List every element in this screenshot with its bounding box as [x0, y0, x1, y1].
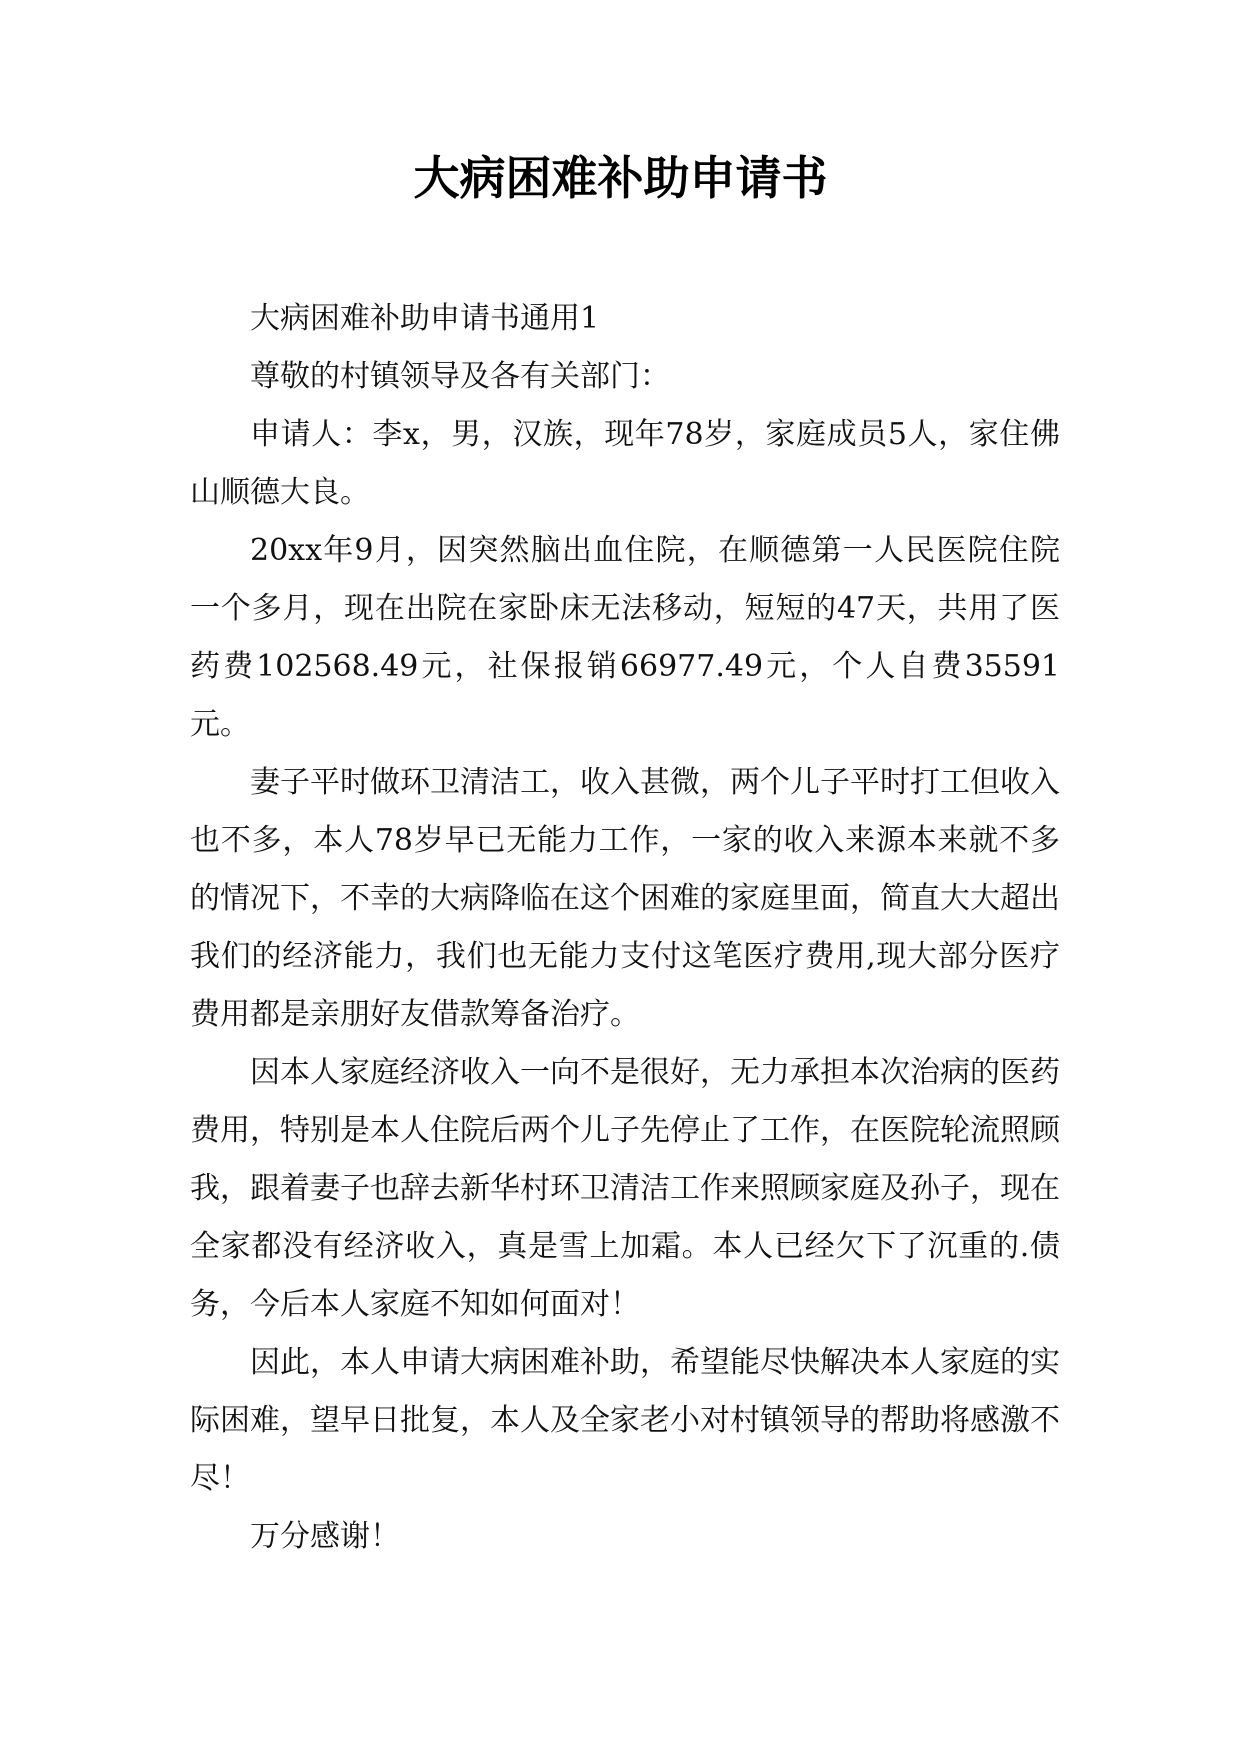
- document-title: 大病困难补助申请书: [413, 151, 828, 205]
- paragraph-salutation: 尊敬的村镇领导及各有关部门：: [250, 359, 670, 394]
- document-body: [190, 290, 1060, 1566]
- paragraph-subtitle: 大病困难补助申请书通用1: [250, 301, 600, 336]
- paragraph-thanks: 万分感谢！: [250, 1519, 400, 1554]
- paragraph-request: 因此，本人申请大病困难补助，希望能尽快解决本人家庭的实际困难，望早日批复，本人及全家老小对村镇领导的帮助将感激不尽！: [190, 1345, 1060, 1496]
- paragraph-family-income: 妻子平时做环卫清洁工，收入甚微，两个儿子平时打工但收入也不多，本人78岁早已无能力工作，一家的收入来源本来就不多的情况下，不幸的大病降临在这个困难的家庭里面，简直大大超出我们的经济能力，我们也无能力支付这笔医疗费用,现大部分医疗费用都是亲朋好友借款筹备治疗。: [190, 765, 1060, 1032]
- paragraph-illness: 20xx年9月，因突然脑出血住院，在顺德第一人民医院住院一个多月，现在出院在家卧床无法移动，短短的47天，共用了医药费102568.49元，社保报销66977.49元，个人自费35591元。: [190, 533, 1060, 742]
- paragraph-applicant: 申请人：李x，男，汉族，现年78岁，家庭成员5人，家住佛山顺德大良。: [190, 417, 1060, 510]
- paragraph-hardship: 因本人家庭经济收入一向不是很好，无力承担本次治病的医药费用，特别是本人住院后两个儿子先停止了工作，在医院轮流照顾我，跟着妻子也辞去新华村环卫清洁工作来照顾家庭及孙子，现在全家都没有经济收入，真是雪上加霜。本人已经欠下了沉重的.债务，今后本人家庭不知如何面对！: [190, 1055, 1060, 1322]
